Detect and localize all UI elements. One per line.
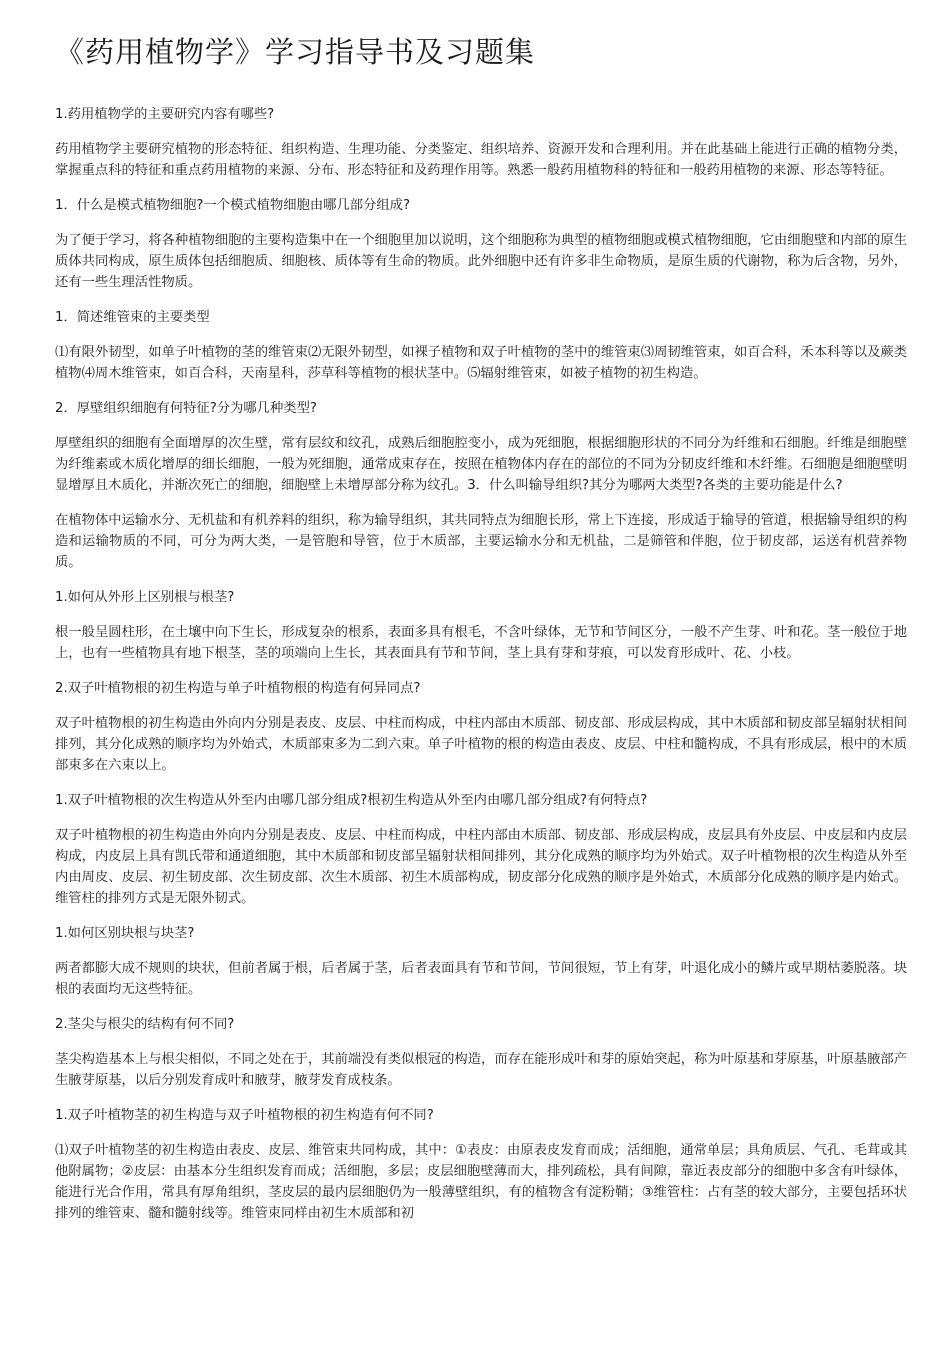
question-11: 1.双子叶植物茎的初生构造与双子叶植物根的初生构造有何不同? [55, 1108, 434, 1123]
answer-1: 药用植物学主要研究植物的形态特征、组织构造、生理功能、分类鉴定、组织培养、资源开发和合理利用。并在此基础上能进行正确的植物分类，掌握重点科的特征和重点药用植物的来源、分布、形态特征和及药理作用等。熟悉一般药用植物科的特征和一般药用植物的来源、形态等特征。 [55, 142, 907, 178]
question-3: 1．简述维管束的主要类型 [55, 310, 210, 325]
answer-10: 茎尖构造基本上与根尖相似，不同之处在于，其前端没有类似根冠的构造，而存在能形成叶和芽的原始突起，称为叶原基和芽原基，叶原基腋部产生腋芽原基，以后分别发育成叶和腋芽，腋芽发育成枝条。 [55, 1052, 907, 1088]
answer-3: ⑴有限外韧型，如单子叶植物的茎的维管束⑵无限外韧型，如裸子植物和双子叶植物的茎中的维管束⑶周韧维管束，如百合科，禾本科等以及蕨类植物⑷周木维管束，如百合科，天南星科，莎草科等植物的根状茎中。⑸辐射维管束，如被子植物的初生构造。 [55, 345, 907, 381]
answer-8: 双子叶植物根的初生构造由外向内分别是表皮、皮层、中柱而构成，中柱内部由木质部、韧皮部、形成层构成，皮层具有外皮层、中皮层和内皮层构成，内皮层上具有凯氏带和通道细胞，其中木质部和韧皮部呈辐射状相间排列，其分化成熟的顺序均为外始式。双子叶植物根的次生构造从外至内由周皮、皮层、初生韧皮部、次生韧皮部、次生木质部、初生木质部构成，韧皮部分化成熟的顺序是外始式，木质部分化成熟的顺序是内始式。维管柱的排列方式是无限外韧式。 [55, 828, 907, 906]
question-6: 1.如何从外形上区别根与根茎? [55, 590, 235, 605]
answer-5: 在植物体中运输水分、无机盐和有机养料的组织，称为输导组织，其共同特点为细胞长形，常上下连接，形成适于输导的管道，根据输导组织的构造和运输物质的不同，可分为两大类，一是管胞和导管，位于木质部，主要运输水分和无机盐，二是筛管和伴胞，位于韧皮部，运送有机营养物质。 [55, 513, 907, 570]
question-10: 2.茎尖与根尖的结构有何不同? [55, 1017, 235, 1032]
answer-7: 双子叶植物根的初生构造由外向内分别是表皮、皮层、中柱而构成，中柱内部由木质部、韧皮部、形成层构成，其中木质部和韧皮部呈辐射状相间排列，其分化成熟的顺序均为外始式，木质部束多为二到六束。单子叶植物的根的构造由表皮、皮层、中柱和髓构成，不具有形成层，根中的木质部束多在六束以上。 [55, 716, 907, 773]
question-1: 1.药用植物学的主要研究内容有哪些? [55, 107, 275, 122]
page-title: 《药用植物学》学习指导书及习题集 [55, 35, 536, 69]
answer-2: 为了便于学习，将各种植物细胞的主要构造集中在一个细胞里加以说明，这个细胞称为典型的植物细胞或模式植物细胞，它由细胞壁和内部的原生质体共同构成，原生质体包括细胞质、细胞核、质体等有生命的物质。此外细胞中还有许多非生命物质，是原生质的代谢物，称为后含物，另外，还有一些生理活性物质。 [55, 233, 907, 290]
answer-4: 厚壁组织的细胞有全面增厚的次生壁，常有层纹和纹孔，成熟后细胞腔变小，成为死细胞，根据细胞形状的不同分为纤维和石细胞。纤维是细胞壁为纤维素或木质化增厚的细长细胞，一般为死细胞，通常成束存在，按照在植物体内存在的部位的不同为分韧皮纤维和木纤维。石细胞是细胞壁明显增厚且木质化，并渐次死亡的细胞，细胞壁上未增厚部分称为纹孔。3．什么叫输导组织?其分为哪两大类型?各类的主要功能是什么? [55, 436, 907, 493]
question-2: 1．什么是模式植物细胞?一个模式植物细胞由哪几部分组成? [55, 198, 410, 213]
question-8: 1.双子叶植物根的次生构造从外至内由哪几部分组成?根初生构造从外至内由哪几部分组成?有何特点? [55, 793, 648, 808]
answer-9: 两者都膨大成不规则的块状，但前者属于根，后者属于茎，后者表面具有节和节间，节间很短，节上有芽，叶退化成小的鳞片或早期枯萎脱落。块根的表面均无这些特征。 [55, 961, 907, 997]
document-body [55, 104, 907, 1238]
question-9: 1.如何区别块根与块茎? [55, 926, 195, 941]
question-7: 2.双子叶植物根的初生构造与单子叶植物根的构造有何异同点? [55, 681, 421, 696]
answer-6: 根一般呈圆柱形，在土壤中向下生长，形成复杂的根系，表面多具有根毛，不含叶绿体，无节和节间区分，一般不产生芽、叶和花。茎一般位于地上，也有一些植物具有地下根茎，茎的项端向上生长，其表面具有节和节间，茎上具有芽和芽痕，可以发育形成叶、花、小枝。 [55, 625, 907, 661]
answer-11: ⑴双子叶植物茎的初生构造由表皮、皮层、维管束共同构成，其中：①表皮：由原表皮发育而成；活细胞，通常单层；具角质层、气孔、毛茸或其他附属物；②皮层：由基本分生组织发育而成；活细胞，多层；皮层细胞壁薄而大，排列疏松，具有间隙，靠近表皮部分的细胞中多含有叶绿体，能进行光合作用，常具有厚角组织，茎皮层的最内层细胞仍为一般薄壁组织，有的植物含有淀粉鞘；③维管柱：占有茎的较大部分，主要包括环状排列的维管束、髓和髓射线等。维管束同样由初生木质部和初 [55, 1143, 907, 1221]
question-4: 2．厚壁组织细胞有何特征?分为哪几种类型? [55, 401, 317, 416]
